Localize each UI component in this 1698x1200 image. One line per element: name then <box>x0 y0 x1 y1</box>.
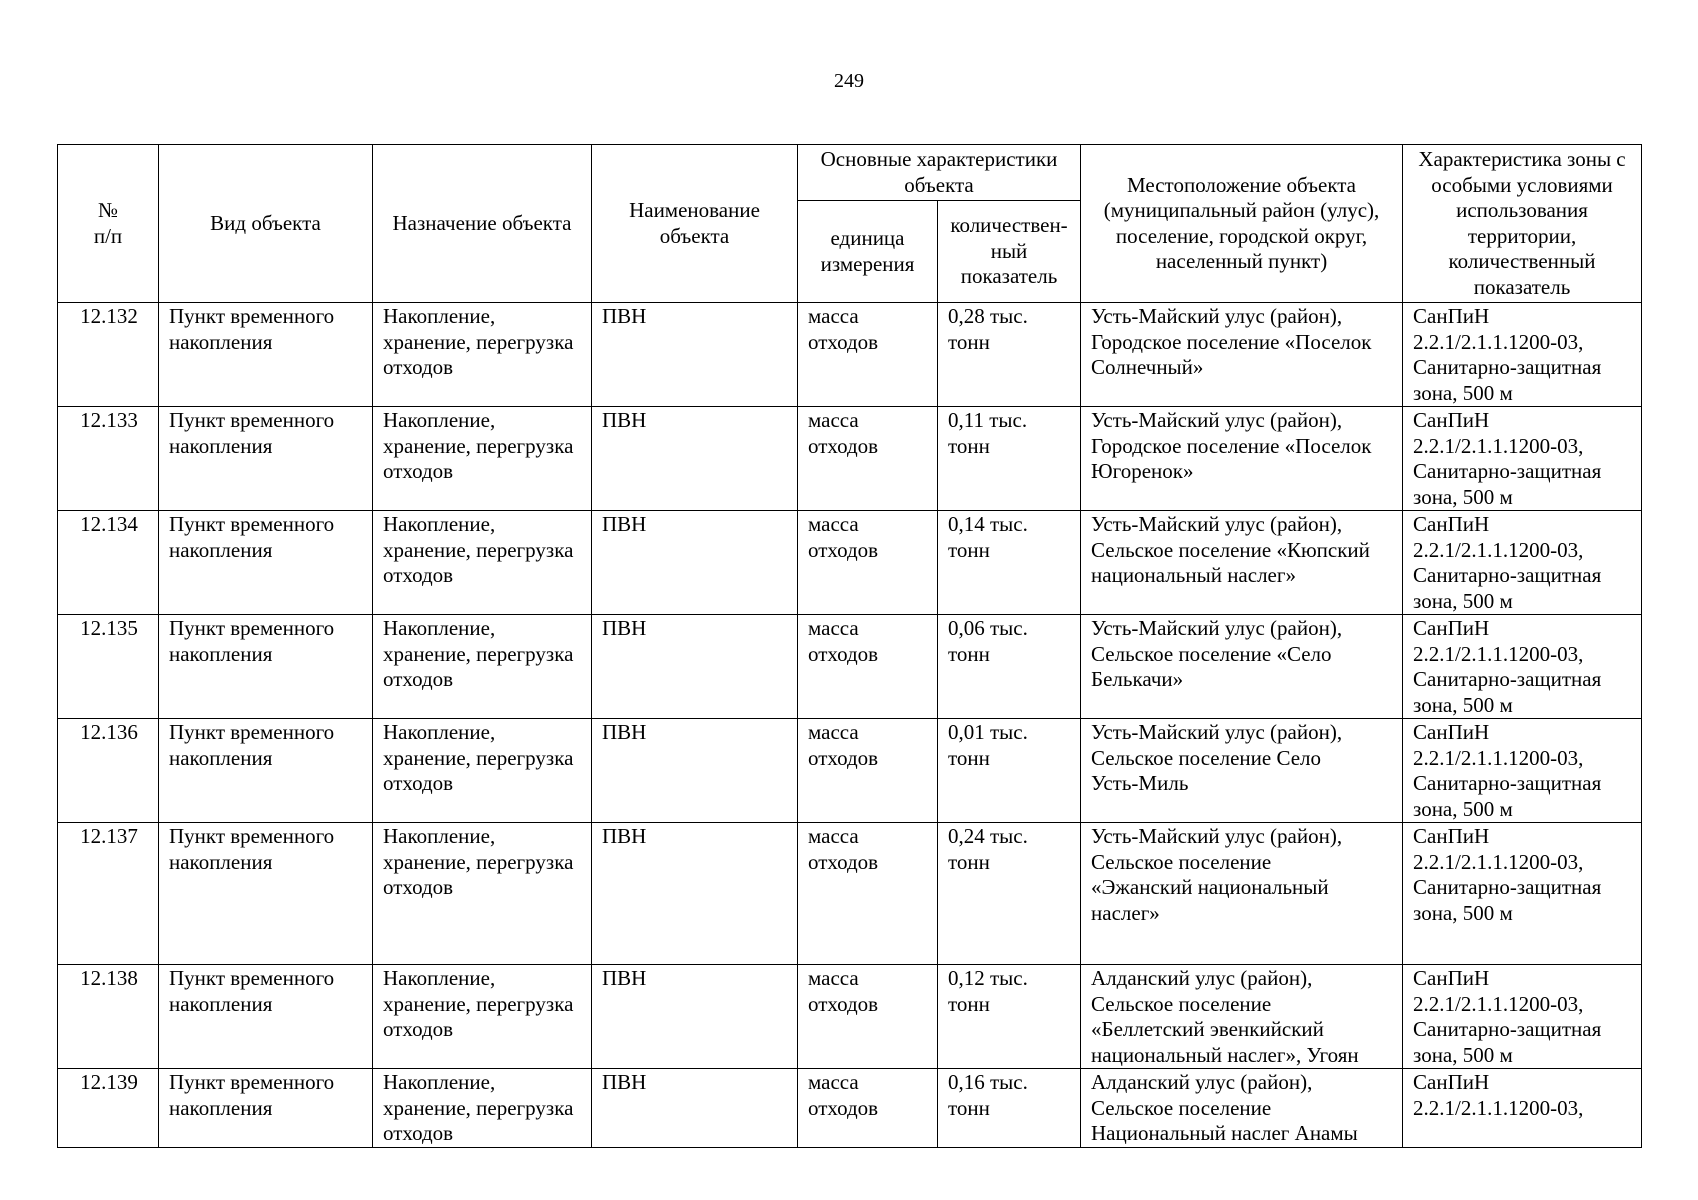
table-row <box>58 615 1642 719</box>
unit-text: масса отходов <box>808 720 879 770</box>
header-name: Наименование объекта <box>592 145 798 303</box>
location-line: национальный наслег» <box>1091 563 1296 587</box>
zone-line: 2.2.1/2.1.1.1200-03, <box>1413 1095 1584 1120</box>
cell-qty <box>938 1069 1081 1148</box>
zone-line: Санитарно-защитная <box>1413 875 1602 899</box>
qty-text: 0,01 тыс. тонн <box>948 720 1028 770</box>
unit-text: масса отходов <box>808 824 879 874</box>
zone-line: Санитарно-защитная <box>1413 355 1602 379</box>
qty-text: 0,11 тыс. тонн <box>948 408 1028 458</box>
num-text: 12.138 <box>80 966 138 990</box>
location-line: Белькачи» <box>1091 667 1184 691</box>
cell-name <box>592 719 798 823</box>
cell-zone <box>1403 1069 1642 1148</box>
kind-text: Пункт временного накопления <box>169 512 335 562</box>
zone-line: Санитарно-защитная <box>1413 667 1602 691</box>
zone-line: Санитарно-защитная <box>1413 771 1602 795</box>
cell-name <box>592 1069 798 1148</box>
cell-num <box>58 303 159 407</box>
cell-num <box>58 965 159 1069</box>
zone-line: зона, 500 м <box>1413 692 1513 717</box>
unit-text: масса отходов <box>808 616 879 666</box>
table-row <box>58 719 1642 823</box>
cell-purpose <box>373 303 592 407</box>
cell-zone <box>1403 303 1642 407</box>
unit-text: масса отходов <box>808 408 879 458</box>
cell-kind <box>159 719 373 823</box>
unit-text: масса отходов <box>808 304 879 354</box>
purpose-text: Накопление, хранение, перегрузка отходов <box>383 304 574 379</box>
purpose-text: Накопление, хранение, перегрузка отходов <box>383 720 574 795</box>
zone-line: зона, 500 м <box>1413 588 1513 613</box>
location-line: Сельское поселение «Село <box>1091 641 1332 666</box>
cell-qty <box>938 965 1081 1069</box>
cell-unit <box>798 615 938 719</box>
zone-line: зона, 500 м <box>1413 900 1513 925</box>
cell-zone <box>1403 511 1642 615</box>
cell-location <box>1081 511 1403 615</box>
location-line: наслег» <box>1091 900 1160 925</box>
location-line: «Беллетский эвенкийский <box>1091 1017 1324 1041</box>
cell-name <box>592 303 798 407</box>
qty-text: 0,16 тыс. тонн <box>948 1070 1028 1120</box>
cell-unit <box>798 965 938 1069</box>
zone-line: зона, 500 м <box>1413 380 1513 405</box>
cell-qty <box>938 407 1081 511</box>
cell-location <box>1081 615 1403 719</box>
cell-location <box>1081 719 1403 823</box>
name-text: ПВН <box>602 616 647 640</box>
zone-line: зона, 500 м <box>1413 1042 1513 1067</box>
cell-kind <box>159 965 373 1069</box>
kind-text: Пункт временного накопления <box>169 408 335 458</box>
cell-num <box>58 407 159 511</box>
cell-location <box>1081 407 1403 511</box>
table-body <box>58 303 1642 1148</box>
table-row <box>58 965 1642 1069</box>
zone-line: СанПиН <box>1413 824 1490 848</box>
cell-num <box>58 615 159 719</box>
cell-kind <box>159 511 373 615</box>
cell-kind <box>159 823 373 965</box>
num-text: 12.136 <box>80 720 138 744</box>
location-line: Алданский улус (район), <box>1091 966 1313 990</box>
name-text: ПВН <box>602 304 647 328</box>
purpose-text: Накопление, хранение, перегрузка отходов <box>383 824 574 899</box>
zone-line: Санитарно-защитная <box>1413 1017 1602 1041</box>
purpose-text: Накопление, хранение, перегрузка отходов <box>383 512 574 587</box>
cell-name <box>592 511 798 615</box>
zone-line: 2.2.1/2.1.1.1200-03, <box>1413 433 1584 458</box>
cell-purpose <box>373 407 592 511</box>
location-line: Городское поселение «Поселок <box>1091 329 1372 354</box>
location-line: Усть-Миль <box>1091 771 1189 795</box>
kind-text: Пункт временного накопления <box>169 304 335 354</box>
cell-zone <box>1403 965 1642 1069</box>
table-row <box>58 823 1642 965</box>
table-row <box>58 303 1642 407</box>
cell-num <box>58 719 159 823</box>
table-row <box>58 407 1642 511</box>
table-row <box>58 1069 1642 1148</box>
qty-text: 0,06 тыс. тонн <box>948 616 1028 666</box>
qty-text: 0,24 тыс. тонн <box>948 824 1028 874</box>
cell-zone <box>1403 719 1642 823</box>
location-line: Сельское поселение <box>1091 849 1272 874</box>
name-text: ПВН <box>602 720 647 744</box>
location-line: Усть-Майский улус (район), <box>1091 512 1343 536</box>
location-line: Югоренок» <box>1091 459 1194 483</box>
cell-purpose <box>373 719 592 823</box>
zone-line: СанПиН <box>1413 720 1490 744</box>
cell-qty <box>938 719 1081 823</box>
purpose-text: Накопление, хранение, перегрузка отходов <box>383 408 574 483</box>
num-text: 12.139 <box>80 1070 138 1094</box>
table-row <box>58 511 1642 615</box>
num-text: 12.133 <box>80 408 138 432</box>
zone-line: 2.2.1/2.1.1.1200-03, <box>1413 991 1584 1016</box>
header-qty: количествен- ный показатель <box>938 201 1081 303</box>
name-text: ПВН <box>602 966 647 990</box>
cell-qty <box>938 303 1081 407</box>
zone-line: 2.2.1/2.1.1.1200-03, <box>1413 745 1584 770</box>
cell-num <box>58 511 159 615</box>
header-unit: единица измерения <box>798 201 938 303</box>
location-line: «Эжанский национальный <box>1091 875 1329 899</box>
zone-line: 2.2.1/2.1.1.1200-03, <box>1413 329 1584 354</box>
location-line: Усть-Майский улус (район), <box>1091 616 1343 640</box>
zone-line: 2.2.1/2.1.1.1200-03, <box>1413 849 1584 874</box>
cell-location <box>1081 965 1403 1069</box>
location-line: национальный наслег», Угоян <box>1091 1042 1359 1067</box>
unit-text: масса отходов <box>808 1070 879 1120</box>
cell-purpose <box>373 1069 592 1148</box>
location-line: Сельское поселение «Кюпский <box>1091 537 1370 562</box>
location-line: Сельское поселение <box>1091 991 1272 1016</box>
cell-location <box>1081 1069 1403 1148</box>
kind-text: Пункт временного накопления <box>169 966 335 1016</box>
cell-qty <box>938 511 1081 615</box>
cell-location <box>1081 303 1403 407</box>
cell-name <box>592 615 798 719</box>
objects-table <box>57 144 1642 1148</box>
location-line: Национальный наслег Анамы <box>1091 1121 1358 1145</box>
kind-text: Пункт временного накопления <box>169 616 335 666</box>
num-text: 12.137 <box>80 824 138 848</box>
cell-unit <box>798 511 938 615</box>
cell-purpose <box>373 511 592 615</box>
qty-text: 0,14 тыс. тонн <box>948 512 1028 562</box>
cell-num <box>58 823 159 965</box>
page-number: 249 <box>834 70 864 92</box>
zone-line: СанПиН <box>1413 1070 1490 1094</box>
zone-line: Санитарно-защитная <box>1413 459 1602 483</box>
cell-location <box>1081 823 1403 965</box>
zone-line: СанПиН <box>1413 408 1490 432</box>
cell-kind <box>159 1069 373 1148</box>
zone-line: зона, 500 м <box>1413 484 1513 509</box>
kind-text: Пункт временного накопления <box>169 720 335 770</box>
zone-line: СанПиН <box>1413 512 1490 536</box>
location-line: Сельское поселение Село <box>1091 745 1322 770</box>
zone-line: СанПиН <box>1413 304 1490 328</box>
header-purpose: Назначение объекта <box>373 145 592 303</box>
num-text: 12.132 <box>80 304 138 328</box>
cell-name <box>592 407 798 511</box>
unit-text: масса отходов <box>808 512 879 562</box>
header-zone: Характеристика зоны с особыми условиями использования территории, количественный показатель <box>1403 145 1642 303</box>
zone-line: зона, 500 м <box>1413 796 1513 821</box>
cell-purpose <box>373 965 592 1069</box>
name-text: ПВН <box>602 512 647 536</box>
header-main-characteristics: Основные характеристики объекта <box>798 145 1081 201</box>
zone-line: Санитарно-защитная <box>1413 563 1602 587</box>
cell-zone <box>1403 615 1642 719</box>
zone-line: 2.2.1/2.1.1.1200-03, <box>1413 641 1584 666</box>
num-text: 12.134 <box>80 512 138 536</box>
cell-qty <box>938 615 1081 719</box>
header-kind: Вид объекта <box>159 145 373 303</box>
unit-text: масса отходов <box>808 966 879 1016</box>
zone-line: СанПиН <box>1413 616 1490 640</box>
zone-line: СанПиН <box>1413 966 1490 990</box>
cell-kind <box>159 303 373 407</box>
location-line: Усть-Майский улус (район), <box>1091 408 1343 432</box>
header-location: Местоположение объекта (муниципальный район (улус), поселение, городской округ, населенный пункт) <box>1081 145 1403 303</box>
cell-unit <box>798 1069 938 1148</box>
name-text: ПВН <box>602 408 647 432</box>
cell-name <box>592 823 798 965</box>
cell-unit <box>798 303 938 407</box>
location-line: Городское поселение «Поселок <box>1091 433 1372 458</box>
kind-text: Пункт временного накопления <box>169 824 335 874</box>
cell-unit <box>798 823 938 965</box>
cell-kind <box>159 615 373 719</box>
qty-text: 0,28 тыс. тонн <box>948 304 1028 354</box>
cell-kind <box>159 407 373 511</box>
num-text: 12.135 <box>80 616 138 640</box>
qty-text: 0,12 тыс. тонн <box>948 966 1028 1016</box>
location-line: Сельское поселение <box>1091 1095 1272 1120</box>
location-line: Алданский улус (район), <box>1091 1070 1313 1094</box>
cell-purpose <box>373 823 592 965</box>
cell-name <box>592 965 798 1069</box>
header-num: № п/п <box>58 145 159 303</box>
purpose-text: Накопление, хранение, перегрузка отходов <box>383 966 574 1041</box>
zone-line: 2.2.1/2.1.1.1200-03, <box>1413 537 1584 562</box>
location-line: Солнечный» <box>1091 355 1204 379</box>
cell-unit <box>798 407 938 511</box>
name-text: ПВН <box>602 1070 647 1094</box>
location-line: Усть-Майский улус (район), <box>1091 720 1343 744</box>
kind-text: Пункт временного накопления <box>169 1070 335 1120</box>
cell-purpose <box>373 615 592 719</box>
purpose-text: Накопление, хранение, перегрузка отходов <box>383 1070 574 1145</box>
cell-zone <box>1403 823 1642 965</box>
cell-qty <box>938 823 1081 965</box>
name-text: ПВН <box>602 824 647 848</box>
location-line: Усть-Майский улус (район), <box>1091 304 1343 328</box>
cell-num <box>58 1069 159 1148</box>
purpose-text: Накопление, хранение, перегрузка отходов <box>383 616 574 691</box>
cell-zone <box>1403 407 1642 511</box>
cell-unit <box>798 719 938 823</box>
location-line: Усть-Майский улус (район), <box>1091 824 1343 848</box>
